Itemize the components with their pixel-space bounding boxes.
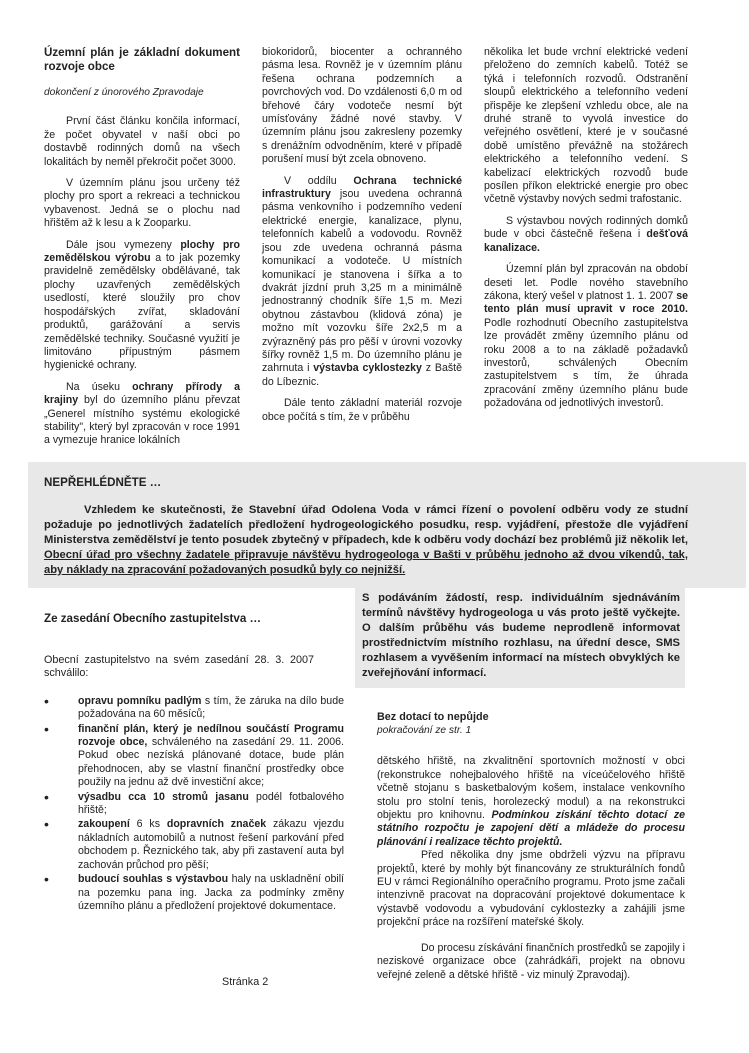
item-text: schváleného na zasedání 29. 11. 2006. Pokud obec nezíská plánované dotace, bude plán přehodnocen, aby se vlastní finanční prostředky obce použily na jednu až dvě investiční akce; — [78, 736, 345, 789]
paragraph-text: Podle rozhodnutí Obecního zastupitelstva lze provádět změny územního plánu od roku 2008 a to na základě požadavků investorů, schválených Obecním zastupitelstvem s tím, že úhrada zpracování změny územního plánu bude požadována od jednotlivých investorů. — [484, 316, 688, 410]
meeting-intro: Obecní zastupitelstvo na svém zasedání 28. 3. 2007 schválilo: — [44, 654, 314, 680]
paragraph-text: V územním plánu jsou určeny též plochy pro sport a rekreaci a technickou vybavenost. Jedná se o plochu nad hřištěm až k lesu a k Zooparku. — [44, 177, 240, 230]
paragraph-text: z Baště do Líbeznic. — [262, 362, 462, 388]
item-text: haly na uskladnění obilí na pozemku pana ing. Jacka za podmínky změny územního plánu a předložení projektové dokumentace. — [78, 873, 345, 912]
list-item — [44, 695, 344, 722]
page-number: Stránka 2 — [222, 976, 269, 988]
subsidy-subtitle: pokračování ze str. 1 — [377, 725, 472, 736]
subsidy-title: Bez dotací to nepůjde — [377, 711, 489, 723]
list-item — [44, 791, 344, 818]
emphasis-text: dopravních značek — [166, 818, 267, 831]
paragraph-text: První část článku končila informací, že počet obyvatel v naší obci po dostavbě rodinných domů na všech lokalitách by neměl překročit počet 3000. — [44, 115, 240, 168]
emphasis-text: plochy pro zemědělskou výrobu — [44, 238, 240, 265]
article-paragraph — [44, 381, 240, 448]
paragraph-text: biokoridorů, biocenter a ochranného pásma lesa. Rovněž je v územním plánu řešena ochrana podzemních a povrchových vod. Do vzdálenosti 6,0 m od břehové čáry vodoteče nesmí být umísťovány žádné nové stavby. V územním plánu jsou zakresleny pozemky s drenážním odvodněním, které v případě porušení musí být zcela obnoveno. — [262, 46, 462, 166]
subsidy-p3: Do procesu získávání finančních prostředků se zapojily i neziskové organizace obce (zahrádkáři, projekt na obnovu veřejné zeleně a dětské hřiště - viz minulý Zpravodaj). — [377, 941, 685, 981]
article-paragraph — [44, 115, 240, 169]
article-paragraph — [262, 397, 462, 424]
notice-text-b: S podáváním žádostí, resp. individuálním sjednáváním termínů návštěvy hydrogeologa u vás proto ještě vyčkejte. O dalším průběhu vás budeme neprodleně informovat prostřednictvím místního rozhlasu, na úřední desce, SMS rozhlasem a vyvěšením informací na místech obvyklých ke zveřejňování informací. — [362, 592, 680, 679]
paragraph-text: V oddílu — [284, 174, 354, 187]
paragraph-text: Územní plán byl zpracován na období deseti let. Podle nového stavebního zákona, který vešel v platnost 1. 1. 2007 — [484, 263, 688, 302]
notice-text — [44, 503, 688, 578]
list-item — [44, 818, 344, 872]
item-text: 6 ks — [129, 818, 167, 831]
paragraph-text: několika let bude vrchní elektrické vedení přeloženo do zemních kabelů. Totéž se týká i telefonních rozvodů. Odstranění sloupů elektrického a telefonního vedení přispěje ke zlepšení vzhledu obce, ale na druhé straně to vyvolá investice do veřejného osvětlení, které je v současné době umístěno převážně na stožárech elektrického a telefonního vedení. S kabelizací elektrických rozvodů bude posílen příkon elektrické energie pro obec včetně výstavby nových sedmi trafostanic. — [484, 46, 688, 206]
notice-text-underlined: Obecní úřad pro všechny žadatele připravuje návštěvu hydrogeologa v Bašti v průběhu jednoho až dvou víkendů, tak, aby náklady na zpracování požadovaných posudků byly co nejnižší. — [44, 549, 688, 576]
emphasis-text: výstavba cyklostezky — [313, 362, 422, 375]
article-paragraph — [44, 177, 240, 231]
paragraph-text: S výstavbou nových rodinných domků bude v obci částečně řešena i — [484, 214, 688, 241]
meeting-title: Ze zasedání Obecního zastupitelstva … — [44, 612, 262, 625]
paragraph-text: jsou uvedena ochranná pásma venkovního i podzemního vedení elektrické energie, kanalizace, plynu, telefonních kabelů a vodovodu. Rovněž jsou zde uvedena ochranná pásma komunikací a vodoteče. U místních komunikací je stanovena i šířka a to dvakrát jízdní pruh 3,25 m a minimálně jednostranný chodník šíře 1,5 m. Mezi obytnou zástavbou (klidová zóna) je možno mít vozovku šíře 2x2,5 m a zvýrazněný pás pro pěší v úrovni vozovky šířky rovněž 1,5 m. Do územního plánu je zahrnuta i — [262, 188, 462, 375]
article-paragraph — [262, 175, 462, 390]
article-paragraph — [484, 263, 688, 410]
article1-subtitle: dokončení z únorového Zpravodaje — [44, 87, 204, 98]
article1-col3-body — [484, 46, 688, 411]
emphasis-text: dešťová kanalizace. — [484, 228, 688, 254]
emphasis-text: finanční plán, který je nedílnou součástí Programu rozvoje obce, — [78, 722, 344, 749]
article1-col1-body — [44, 115, 240, 447]
subsidy-p2: Před několika dny jsme obdrželi výzvu na přípravu projektů, které by mohly být financovány ze strukturálních fondů EU v rámci Regionálního operačního programu. Proto jsme začali intenzivně pracovat na dopracování projektové dokumentace k výstavbě vodovodu a vybudování cyklostezky a zahájili jsme projekční práce na rozšíření mateřské školy. — [377, 849, 685, 929]
emphasis-text: výsadbu cca 10 stromů jasanu — [78, 790, 249, 803]
subsidy-p1-text: dětského hřiště, na zkvalitnění sportovních možností v obci (rekonstrukce nohejbalového hřiště na víceúčelového hřiště včetně stojanu s basketbalovým košem, instalace venkovního stolu pro stolní tenis, horolezecký modul) a na rekonstrukci objektu pro knihovnu. — [377, 755, 685, 822]
article1-col1 — [44, 46, 240, 448]
article1-col2 — [262, 46, 462, 424]
emphasis-text: se tento plán musí upravit v roce 2010. — [484, 289, 688, 316]
list-item — [44, 873, 344, 913]
emphasis-text: zakoupení — [78, 818, 130, 831]
emphasis-text: Ochrana technické infrastruktury — [262, 174, 462, 201]
article-paragraph — [44, 239, 240, 373]
meeting-list — [44, 695, 344, 914]
article-paragraph — [262, 46, 462, 167]
notice-text-cont — [362, 591, 680, 681]
paragraph-text: byl do územního plánu převzat „Generel místního systému ekologické stability", který byl zpracován v roce 1991 a vymezuje hranice lokálních — [44, 394, 240, 447]
emphasis-text: budoucí souhlas s výstavbou — [78, 873, 229, 886]
subsidy-p1-emph: Podmínkou získání těchto dotací ze státního rozpočtu je zapojení dětí a mládeže do procesu plánování i realizace těchto projektů. — [377, 809, 686, 848]
paragraph-text: a to jak pozemky pravidelně zemědělsky obdělávané, tak plochy uzavřených zemědělských usedlostí, které sloužily pro chov hospodářských zvířat, skladování produktů, garážování a servis zemědělské techniky. Současné využití je limitováno přípustným pásmem hygienické ochrany. — [44, 252, 241, 372]
article-paragraph — [484, 46, 688, 207]
item-text: zákazu vjezdu nákladních automobilů a nutnost řešení parkování před obchodem p. Řeznického tak, aby při zastavení auta byl zachován průchod pro pěší; — [78, 818, 345, 871]
notice-text-a: Vzhledem ke skutečnosti, že Stavební úřad Odolena Voda v rámci řízení o povolení odběru vody ze studní požaduje po jednotlivých žadatelích předložení hydrogeologického posudku, resp. vyjádření, přestože dle vyjádření Ministerstva zemědělství je tento posudek zbytečný v případech, kde k odběru vody dochází bez problémů již několik let, — [44, 504, 688, 546]
notice-title: NEPŘEHLÉDNĚTE … — [44, 476, 162, 489]
emphasis-text: opravu pomníku padlým — [78, 694, 202, 707]
subsidy-section — [377, 710, 685, 982]
emphasis-text: ochrany přírody a krajiny — [44, 380, 240, 407]
article1-col2-body — [262, 46, 462, 424]
list-item — [44, 723, 344, 790]
paragraph-text: Dále jsou vymezeny — [66, 238, 181, 251]
article-paragraph — [484, 215, 688, 255]
item-text: podél fotbalového hřiště; — [78, 790, 344, 817]
meeting-section — [44, 612, 344, 914]
article1-title: Územní plán je základní dokument rozvoje obce — [44, 46, 240, 73]
subsidy-p1 — [377, 755, 685, 849]
item-text: s tím, že záruka na dílo bude požadována na 60 měsíců; — [78, 694, 344, 721]
article1-col3 — [484, 46, 688, 411]
paragraph-text: Dále tento základní materiál rozvoje obce počítá s tím, že v průběhu — [262, 397, 462, 423]
paragraph-text: Na úseku — [66, 380, 133, 393]
